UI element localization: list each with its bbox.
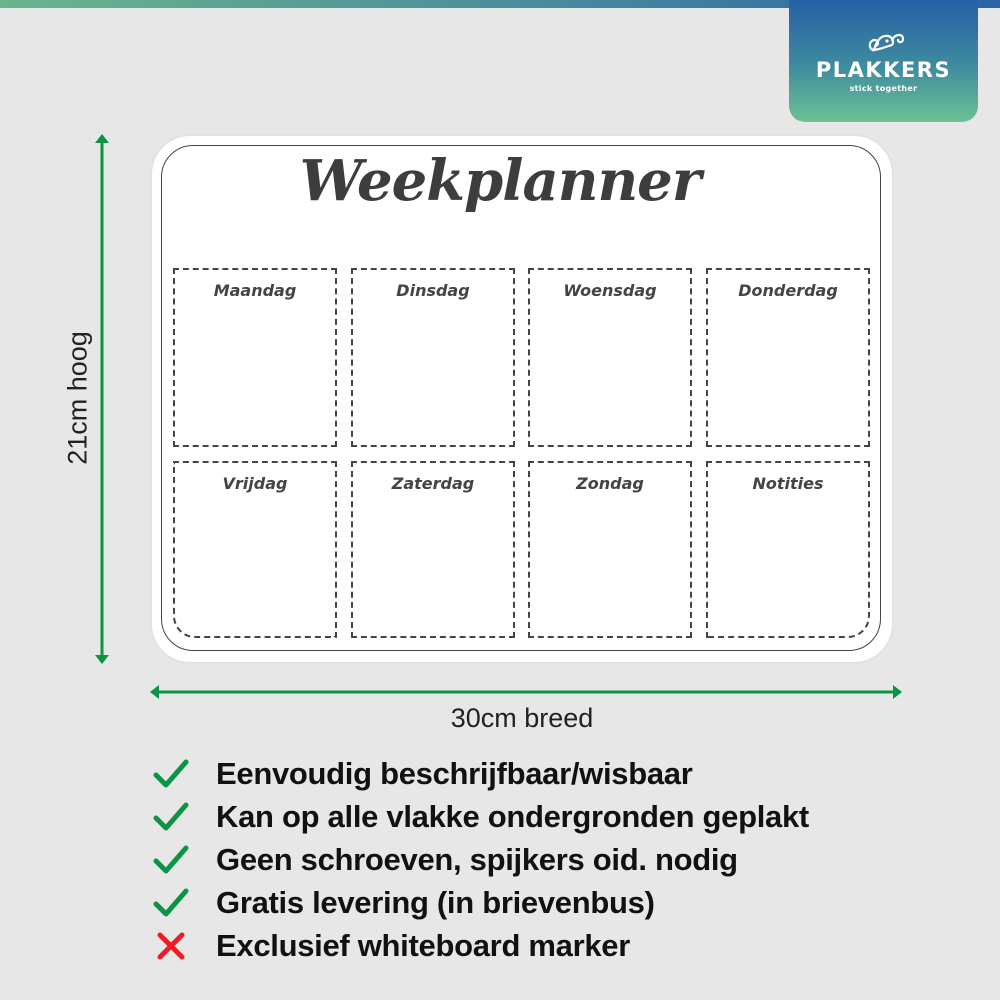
feature-item <box>150 881 809 924</box>
day-box-dinsdag <box>351 268 515 447</box>
chameleon-icon <box>867 30 905 54</box>
day-label: Donderdag <box>738 281 838 300</box>
feature-item <box>150 752 809 795</box>
day-label: Zondag <box>576 474 644 493</box>
feature-item <box>150 838 809 881</box>
check-icon <box>150 885 192 921</box>
feature-text: Exclusief whiteboard marker <box>216 927 631 963</box>
feature-text: Eenvoudig beschrijfbaar/wisbaar <box>216 755 693 791</box>
check-icon <box>150 842 192 878</box>
brand-name: PLAKKERS <box>815 58 952 82</box>
brand-badge <box>789 0 978 122</box>
day-box-vrijdag <box>173 461 337 638</box>
day-label: Dinsdag <box>396 281 470 300</box>
day-box-donderdag <box>706 268 870 447</box>
feature-item <box>150 924 809 967</box>
day-box-notities <box>706 461 870 638</box>
feature-list <box>150 752 809 967</box>
day-box-maandag <box>173 268 337 447</box>
day-box-woensdag <box>528 268 692 447</box>
brand-tagline: stick together <box>849 84 918 93</box>
day-label: Woensdag <box>563 281 657 300</box>
width-label: 30cm breed <box>450 703 594 733</box>
check-icon <box>150 756 192 792</box>
feature-item <box>150 795 809 838</box>
day-label: Notities <box>752 474 824 493</box>
day-label: Zaterdag <box>391 474 475 493</box>
day-box-zondag <box>528 461 692 638</box>
day-label: Maandag <box>213 281 297 300</box>
feature-text: Kan op alle vlakke ondergronden geplakt <box>216 798 809 834</box>
height-label: 21cm hoog <box>62 331 93 465</box>
feature-text: Gratis levering (in brievenbus) <box>216 884 655 920</box>
feature-text: Geen schroeven, spijkers oid. nodig <box>216 841 738 877</box>
day-box-zaterdag <box>351 461 515 638</box>
day-label: Vrijdag <box>222 474 288 493</box>
check-icon <box>150 799 192 835</box>
sign-title: Weekplanner <box>299 148 701 214</box>
cross-icon <box>150 928 192 964</box>
width-dimension-arrow <box>150 684 902 700</box>
